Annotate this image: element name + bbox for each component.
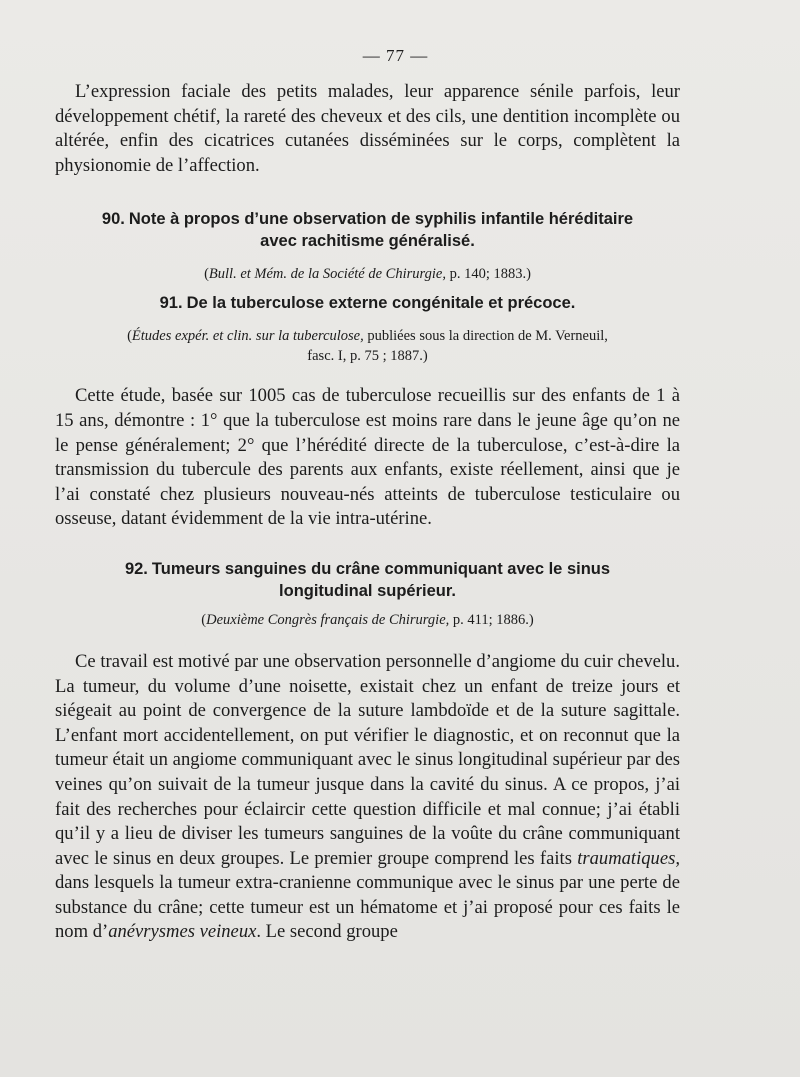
citation-detail: p. 411; 1886.) xyxy=(449,611,534,628)
entry-title-line1: Tumeurs sanguines du crâne communiquant avec le sinus xyxy=(151,559,611,578)
citation-detail: publiées sous la direction de M. Verneuil, xyxy=(363,328,608,345)
entry-citation xyxy=(55,326,680,346)
paragraph-italic-a: traumatiques, xyxy=(577,847,680,869)
entry-citation xyxy=(55,610,680,630)
entry-91 xyxy=(55,292,680,532)
entry-paragraph xyxy=(55,650,680,945)
paragraph-part-c: . Le second groupe xyxy=(256,921,398,943)
entry-title xyxy=(55,208,680,230)
entry-paragraph: Cette étude, basée sur 1005 cas de tuberculose recueillis sur des enfants de 1 à 15 ans, démontre : 1° que la tuberculose est moins rare dans le jeune âge qu’on ne le pense généralement; 2° que l’hérédité directe de la tuberculose, c’est-à-dire la transmission du tubercule des parents aux enfants, existe réellement, ainsi que je l’ai constaté chez plusieurs nouveau-nés atteints de tuberculose testiculaire ou osseuse, datant évidemment de la vie intra-utérine. xyxy=(55,385,680,530)
intro-paragraph: L’expression faciale des petits malades, leur apparence sénile parfois, leur développement chétif, la rareté des cheveux et des cils, une dentition incomplète ou altérée, enfin des cicatrices cutanées disséminées sur le corps, complètent la physionomie de l’affection. xyxy=(55,81,680,176)
entry-title-line2: avec rachitisme généralisé. xyxy=(260,232,475,251)
citation-open: ( xyxy=(127,328,132,345)
citation-source: Études expér. et clin. sur la tuberculose, xyxy=(131,328,364,345)
entry-title xyxy=(55,292,680,314)
entry-90 xyxy=(55,208,680,284)
citation-line2: fasc. I, p. 75 ; 1887.) xyxy=(307,348,428,365)
paragraph-part-b: dans lesquels la tumeur extra-cranienne communique avec le sinus par une perte de substance du crâne; cette tumeur est un hématome et j’ai proposé pour ces faits le nom d’ xyxy=(55,872,680,943)
entry-title xyxy=(55,558,680,580)
page-number: — 77 — xyxy=(362,46,429,65)
entry-number: 92. xyxy=(124,559,148,578)
entry-citation xyxy=(55,264,680,284)
citation-detail: p. 140; 1883.) xyxy=(445,266,531,283)
entry-title-line2: longitudinal supérieur. xyxy=(279,581,456,600)
entry-number: 91. xyxy=(159,294,183,313)
entry-number: 90. xyxy=(101,210,125,229)
citation-open: ( xyxy=(204,266,209,283)
citation-source: Deuxième Congrès français de Chirurgie, xyxy=(206,611,450,628)
paragraph-part-a: Ce travail est motivé par une observation personnelle d’angiome du cuir chevelu. La tumeur, du volume d’une noisette, existait chez un enfant de treize jours et siégeait au point de convergence de la suture lambdoïde et de la suture sagittale. L’enfant mort accidentellement, on put vérifier le diagnostic, et on reconnut que la tumeur était un angiome communiquant avec le sinus longitudinal supérieur par des veines qu’on suivait de la tumeur jusque dans la cavité du sinus. A ce propos, j’ai fait des recherches pour éclaircir cette question difficile et mal connue; j’ai établi qu’il y a lieu de diviser les tumeurs sanguines de la voûte du crâne communiquant avec le sinus en deux groupes. Le premier groupe comprend les faits xyxy=(55,650,680,869)
paragraph-italic-b: anévrysmes veineux xyxy=(108,921,257,943)
citation-open: ( xyxy=(201,611,207,628)
entry-title-line1: De la tuberculose externe congénitale et précoce. xyxy=(186,294,576,313)
entry-92 xyxy=(55,558,680,945)
entry-title-line1: Note à propos d’une observation de syphilis infantile héréditaire xyxy=(128,210,634,229)
citation-source: Bull. et Mém. de la Société de Chirurgie, xyxy=(208,266,446,283)
